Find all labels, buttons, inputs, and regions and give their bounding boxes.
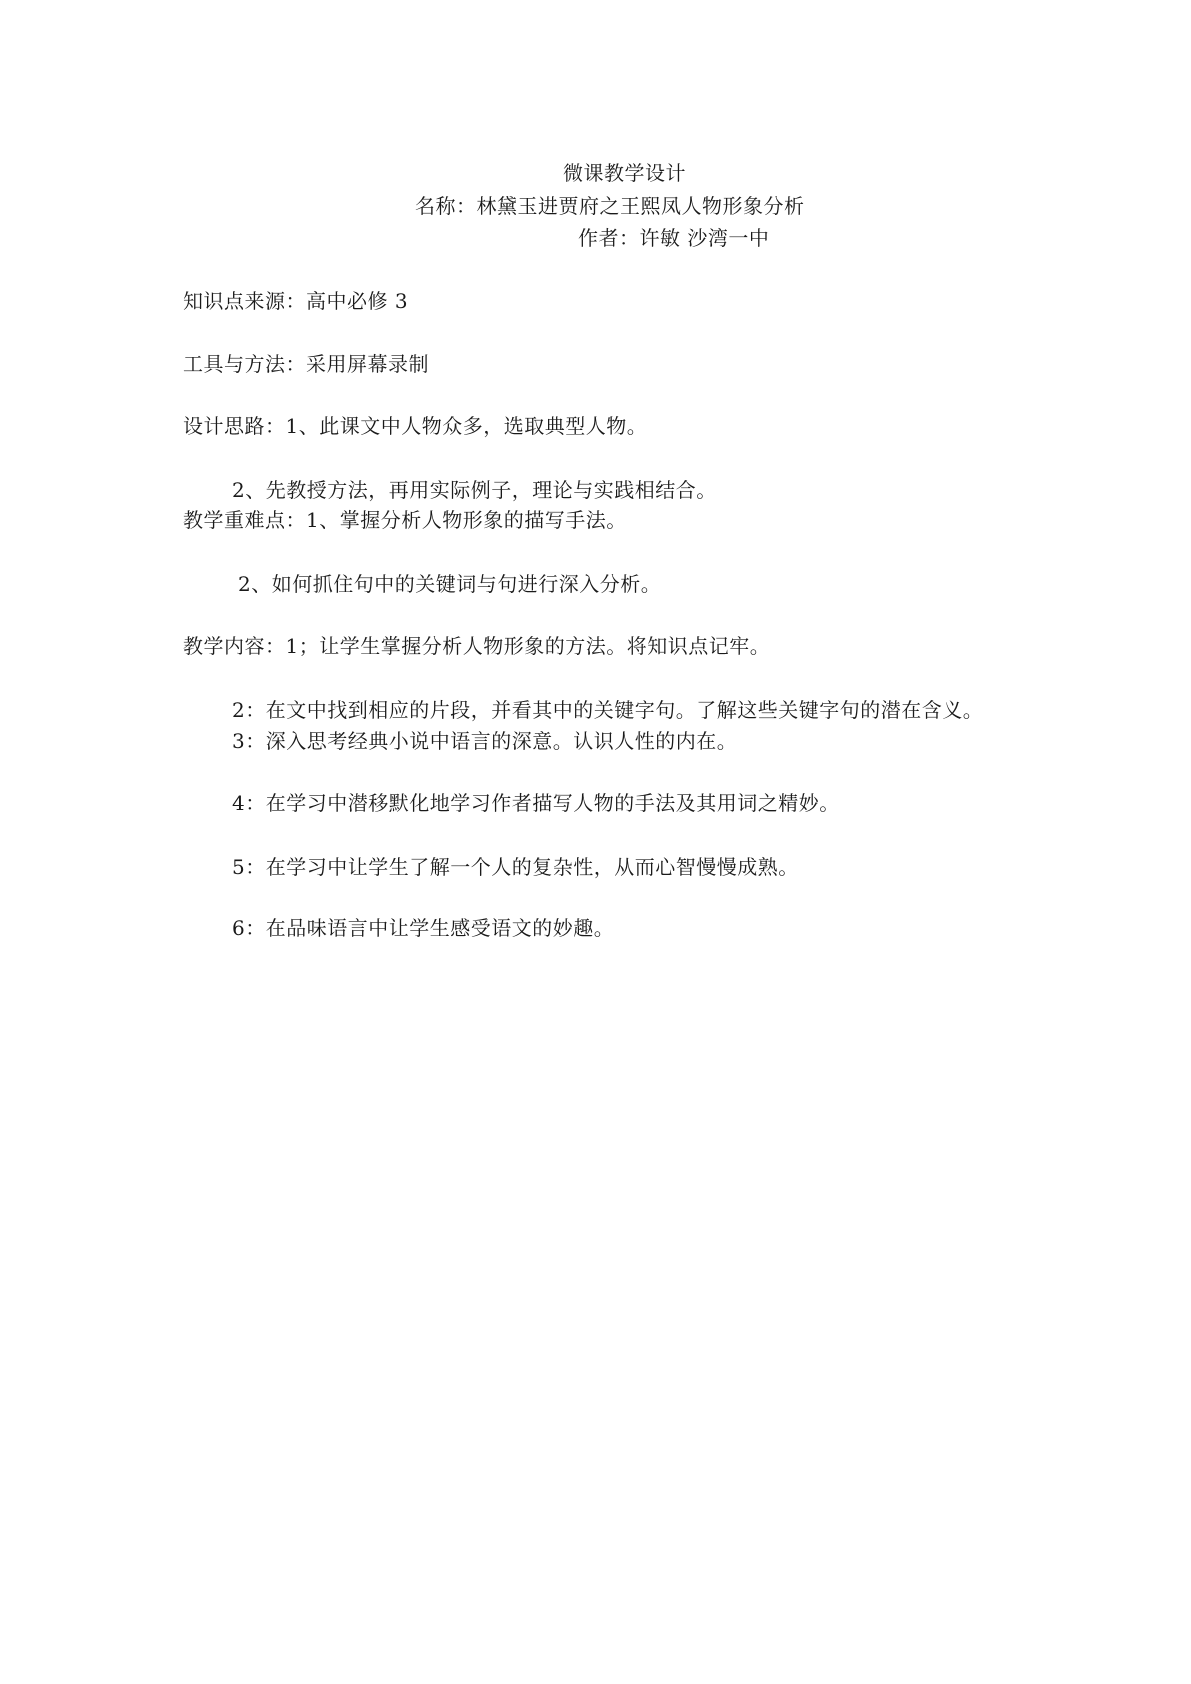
content-line-3: 3：深入思考经典小说中语言的深意。认识人性的内在。 xyxy=(232,729,738,753)
content-line-4: 4：在学习中潜移默化地学习作者描写人物的手法及其用词之精妙。 xyxy=(232,791,840,815)
tools-line: 工具与方法：采用屏幕录制 xyxy=(183,352,429,376)
content-line-6: 6：在品味语言中让学生感受语文的妙趣。 xyxy=(232,916,615,940)
difficulty-line-2: 2、如何抓住句中的关键词与句进行深入分析。 xyxy=(238,572,662,596)
content-line-5: 5：在学习中让学生了解一个人的复杂性，从而心智慢慢成熟。 xyxy=(232,855,799,879)
document-title: 微课教学设计 xyxy=(563,161,686,185)
document-author-line: 作者：许敏 沙湾一中 xyxy=(578,226,770,250)
source-line: 知识点来源：高中必修 3 xyxy=(183,289,409,313)
content-line-1: 教学内容：1；让学生掌握分析人物形象的方法。将知识点记牢。 xyxy=(183,634,771,658)
document-name-line: 名称：林黛玉进贾府之王熙凤人物形象分析 xyxy=(415,194,805,218)
design-idea-line-2: 2、先教授方法，再用实际例子，理论与实践相结合。 xyxy=(232,478,717,502)
difficulty-line-1: 教学重难点：1、掌握分析人物形象的描写手法。 xyxy=(183,508,627,532)
design-idea-line-1: 设计思路：1、此课文中人物众多，选取典型人物。 xyxy=(183,414,648,438)
content-line-2: 2：在文中找到相应的片段，并看其中的关键字句。了解这些关键字句的潜在含义。 xyxy=(232,698,984,722)
